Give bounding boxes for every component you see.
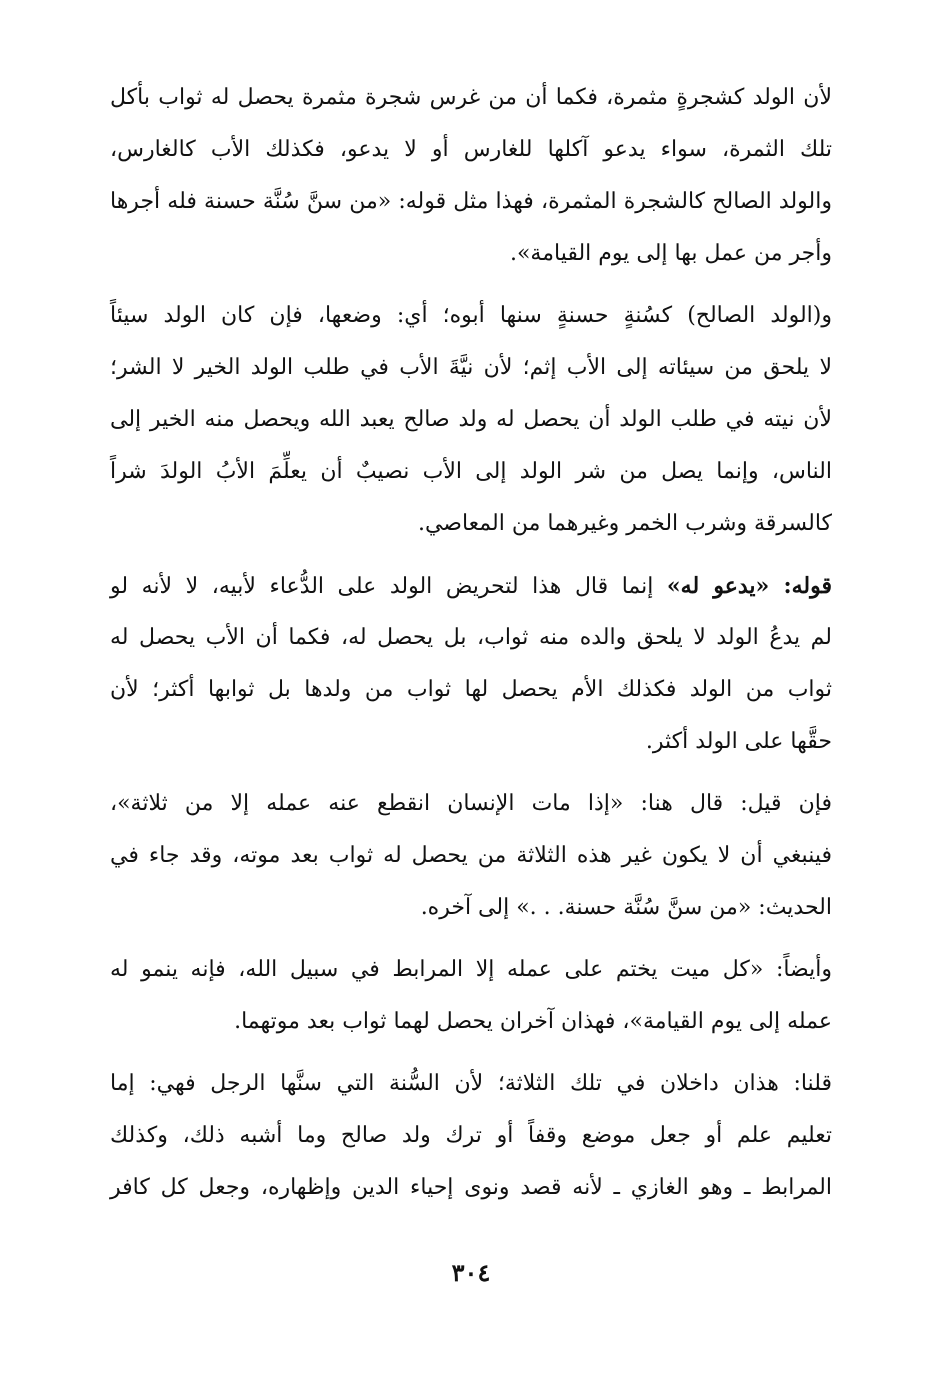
- text-line: قلنا: هذان داخلان في تلك الثلاثة؛ لأن السُّنة التي سنَّها الرجل فهي: إما: [110, 1071, 832, 1096]
- text-span: إنما قال هذا لتحريض الولد على الدُّعاء لأبيه، لا لأنه لو: [110, 574, 667, 599]
- text-line: وأيضاً: «كل ميت يختم على عمله إلا المرابط في سبيل الله، فإنه ينمو له: [110, 957, 832, 982]
- text-line: ثواب من الولد فكذلك الأم يحصل لها ثواب من ولدها بل ثوابها أكثر؛ لأن: [110, 677, 832, 702]
- paragraph-4: [110, 778, 832, 934]
- text-line: الناس، وإنما يصل من شر الولد إلى الأب نصيبٌ أن يعلِّمَ الأبُ الولدَ شراً: [110, 459, 832, 484]
- text-line: المرابط ـ وهو الغازي ـ لأنه قصد ونوى إحياء الدين وإظهاره، وجعل كل كافر: [110, 1175, 832, 1200]
- paragraph-5: [110, 944, 832, 1048]
- paragraph-3: [110, 560, 832, 768]
- text-line: تعليم علم أو جعل موضع وقفاً أو ترك ولد صالح وما أشبه ذلك، وكذلك: [110, 1123, 832, 1148]
- text-line: فإن قيل: قال هنا: «إذا مات الإنسان انقطع عنه عمله إلا من ثلاثة»،: [110, 791, 832, 816]
- text-line: تلك الثمرة، سواء يدعو آكلها للغارس أو لا يدعو، فكذلك الأب كالغارس،: [110, 137, 832, 162]
- text-line: والولد الصالح كالشجرة المثمرة، فهذا مثل قوله: «من سنَّ سُنَّة حسنة فله أجرها: [110, 189, 832, 214]
- text-line: فينبغي أن لا يكون غير هذه الثلاثة من يحصل له ثواب بعد موته، وقد جاء في: [110, 843, 832, 868]
- paragraph-2: [110, 290, 832, 550]
- paragraph-1: [110, 72, 832, 280]
- text-line: لا يلحق من سيئاته إلى الأب إثم؛ لأن نيَّةَ الأب في طلب الولد الخير لا الشر؛: [110, 355, 832, 380]
- text-line: لأن نيته في طلب الولد أن يحصل له ولد صالح يعبد الله ويحصل منه الخير إلى: [110, 407, 832, 432]
- text-line: وأجر من عمل بها إلى يوم القيامة».: [509, 241, 832, 266]
- text-line: عمله إلى يوم القيامة»، فهذان آخران يحصل لهما ثواب بعد موتهما.: [234, 1009, 832, 1034]
- paragraph-6: [110, 1058, 832, 1214]
- text-line: [110, 560, 832, 612]
- quoted-heading: قوله: «يدعو له»: [666, 573, 832, 599]
- text-line: لم يدعُ الولد لا يلحق والده منه ثواب، بل يحصل له، فكما أن الأب يحصل له: [110, 625, 832, 650]
- text-line: كالسرقة وشرب الخمر وغيرهما من المعاصي.: [417, 511, 832, 536]
- text-line: حقَّها على الولد أكثر.: [645, 729, 832, 754]
- body-text: [110, 72, 832, 1214]
- text-line: الحديث: «من سنَّ سُنَّة حسنة. . .» إلى آخره.: [420, 895, 832, 920]
- text-line: لأن الولد كشجرةٍ مثمرة، فكما أن من غرس شجرة مثمرة يحصل له ثواب بأكل: [110, 85, 832, 110]
- text-line: و(الولد الصالح) كسُنةٍ حسنةٍ سنها أبوه؛ أي: وضعها، فإن كان الولد سيئاً: [110, 303, 832, 328]
- page-number: ٣٠٤: [451, 1258, 491, 1287]
